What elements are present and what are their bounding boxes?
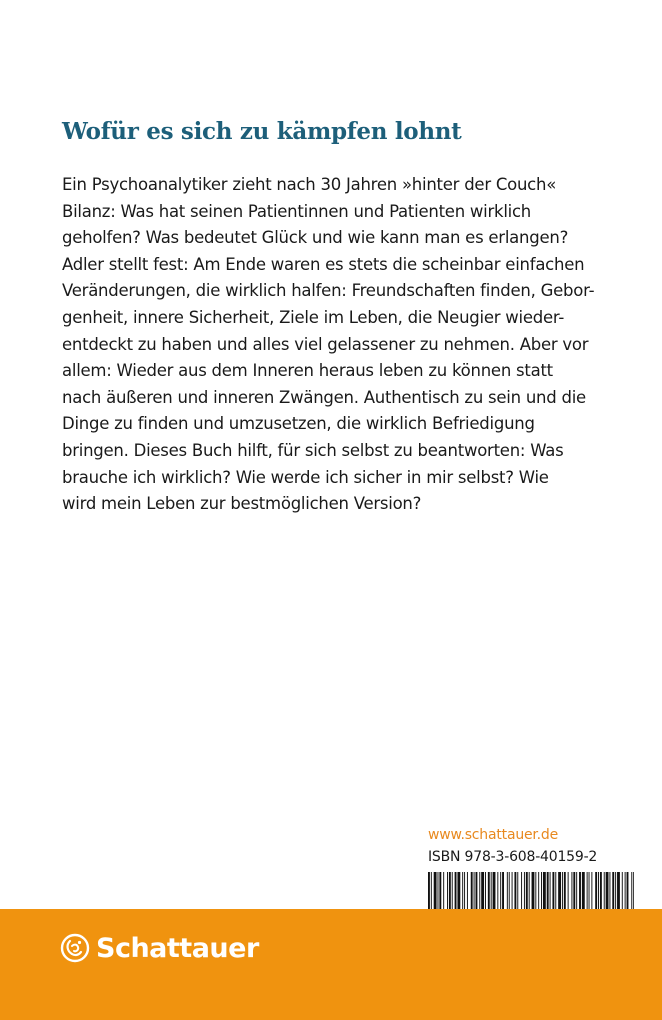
blurb-line: Adler stellt fest: Am Ende waren es stets die scheinbar einfachen: [62, 254, 585, 274]
blurb-text: [62, 172, 622, 518]
barcode-icon: [428, 872, 634, 910]
blurb-line: Veränderungen, die wirklich halfen: Freundschaften finden, Gebor-: [62, 281, 595, 301]
isbn-number: ISBN 978-3-608-40159-2: [428, 849, 598, 865]
publisher-website-link[interactable]: www.schattauer.de: [428, 827, 559, 843]
blurb-line: wird mein Leben zur bestmöglichen Version?: [62, 494, 422, 514]
blurb-line: nach äußeren und inneren Zwängen. Authentisch zu sein und die: [62, 387, 586, 407]
blurb-line: Dinge zu finden und umzusetzen, die wirklich Befriedigung: [62, 414, 535, 434]
blurb-line: allem: Wieder aus dem Inneren heraus leben zu können statt: [62, 361, 553, 381]
publisher-logo-icon: [60, 933, 90, 963]
blurb-line: Ein Psychoanalytiker zieht nach 30 Jahren »hinter der Couch«: [62, 175, 557, 194]
blurb-line: genheit, innere Sicherheit, Ziele im Leben, die Neugier wieder-: [62, 307, 565, 327]
blurb-line: Bilanz: Was hat seinen Patientinnen und Patienten wirklich: [62, 201, 532, 221]
blurb-line: brauche ich wirklich? Wie werde ich sicher in mir selbst? Wie: [62, 467, 549, 487]
publisher-name: Schattauer: [96, 932, 259, 964]
blurb-line: geholfen? Was bedeutet Glück und wie kann man es erlangen?: [62, 228, 569, 248]
publisher-logo: [60, 928, 259, 968]
blurb-line: entdeckt zu haben und alles viel gelassener zu nehmen. Aber vor: [62, 334, 589, 354]
blurb-line: bringen. Dieses Buch hilft, für sich selbst zu beantworten: Was: [62, 440, 564, 460]
back-cover-heading: Wofür es sich zu kämpfen lohnt: [62, 118, 462, 145]
